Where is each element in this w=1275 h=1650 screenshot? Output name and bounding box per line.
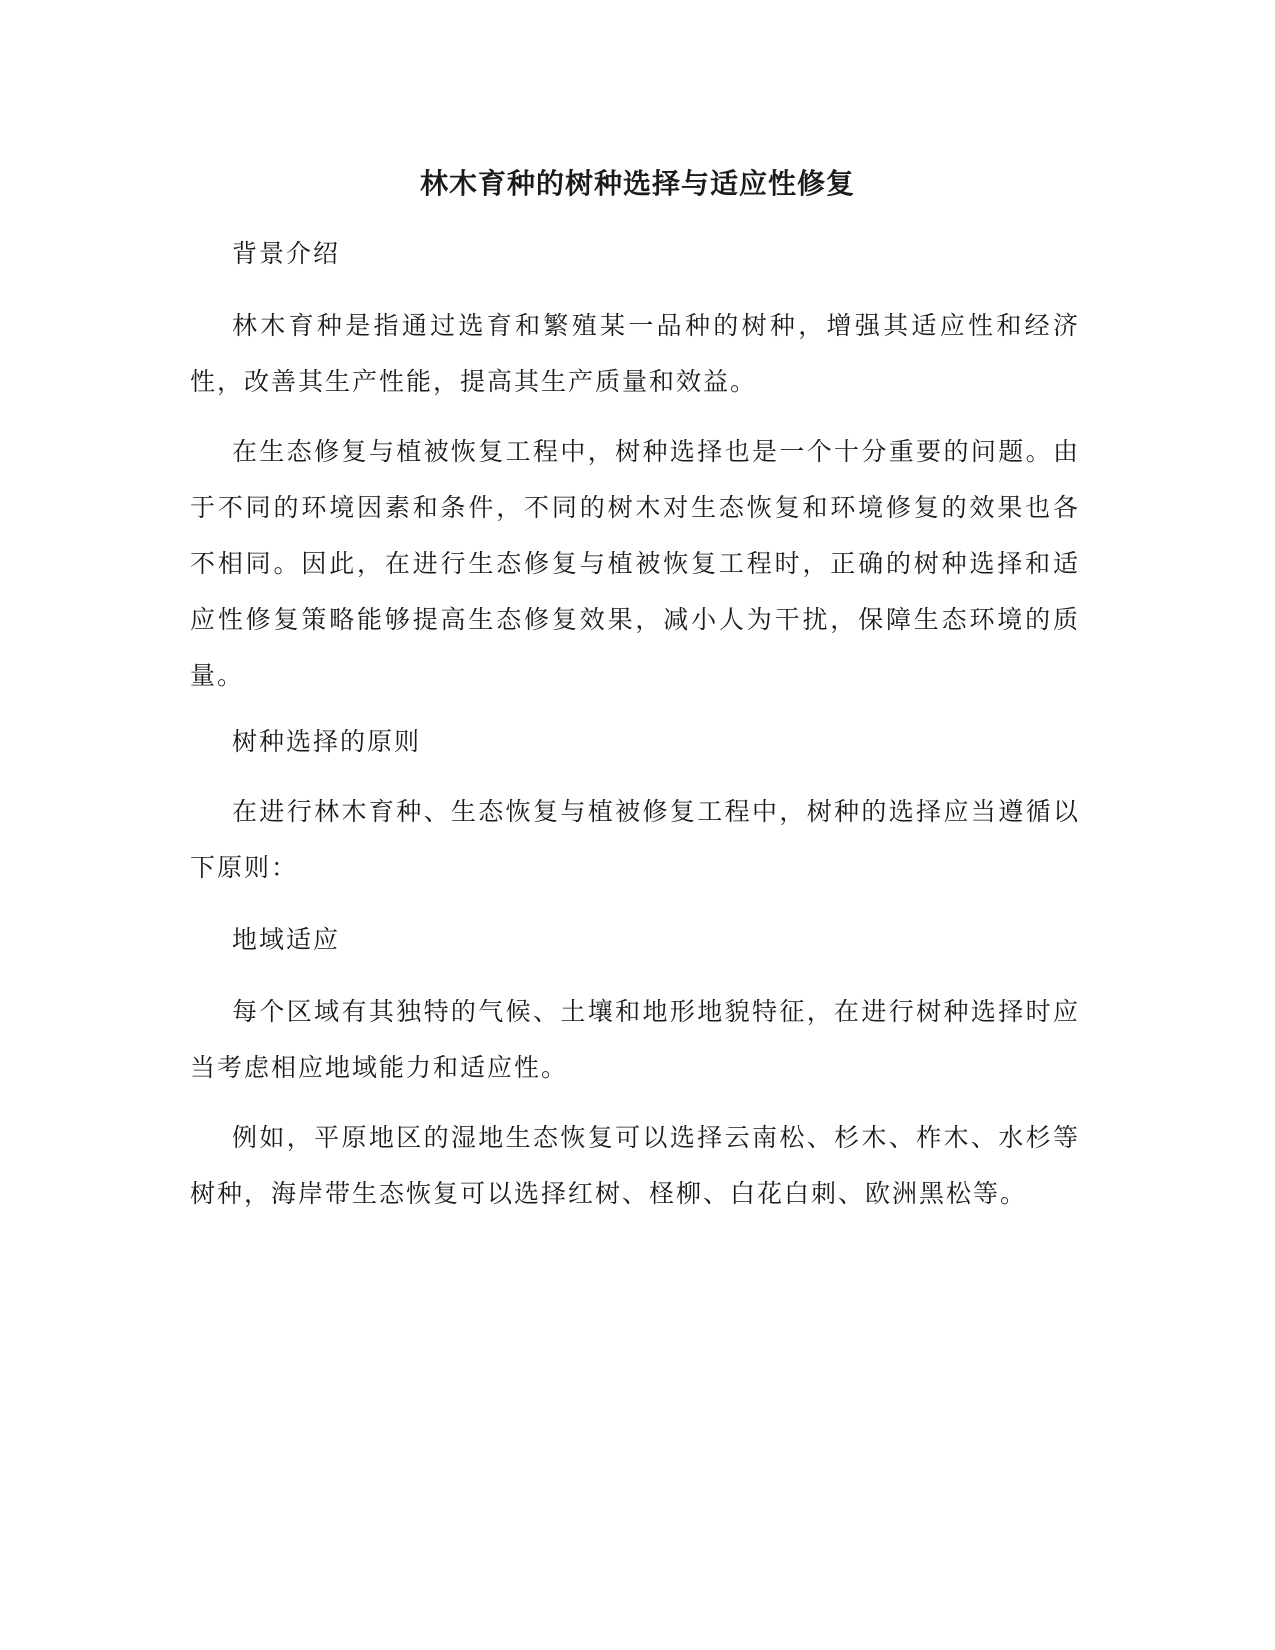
paragraph-principles-intro: 在进行林木育种、生态恢复与植被修复工程中，树种的选择应当遵循以下原则：: [190, 797, 1080, 882]
document-title: 林木育种的树种选择与适应性修复: [419, 167, 855, 200]
paragraph-forest-breeding-definition: 林木育种是指通过选育和繁殖某一品种的树种，增强其适应性和经济性，改善其生产性能，提高其生产质量和效益。: [190, 311, 1080, 396]
section-heading-background: 背景介绍: [232, 239, 341, 268]
paragraph-regional-adaptation: 每个区域有其独特的气候、土壤和地形地貌特征，在进行树种选择时应当考虑相应地域能力和适应性。: [190, 997, 1080, 1082]
section-heading-selection-principles: 树种选择的原则: [232, 727, 422, 756]
paragraph-species-examples: 例如，平原地区的湿地生态恢复可以选择云南松、杉木、柞木、水杉等树种，海岸带生态恢复可以选择红树、柽柳、白花白刺、欧洲黑松等。: [190, 1123, 1080, 1208]
section-heading-regional-adaptation: 地域适应: [232, 925, 341, 954]
paragraph-species-selection-importance: 在生态修复与植被恢复工程中，树种选择也是一个十分重要的问题。由于不同的环境因素和条件，不同的树木对生态恢复和环境修复的效果也各不相同。因此，在进行生态修复与植被恢复工程时，正确的树种选择和适应性修复策略能够提高生态修复效果，减小人为干扰，保障生态环境的质量。: [190, 437, 1080, 690]
